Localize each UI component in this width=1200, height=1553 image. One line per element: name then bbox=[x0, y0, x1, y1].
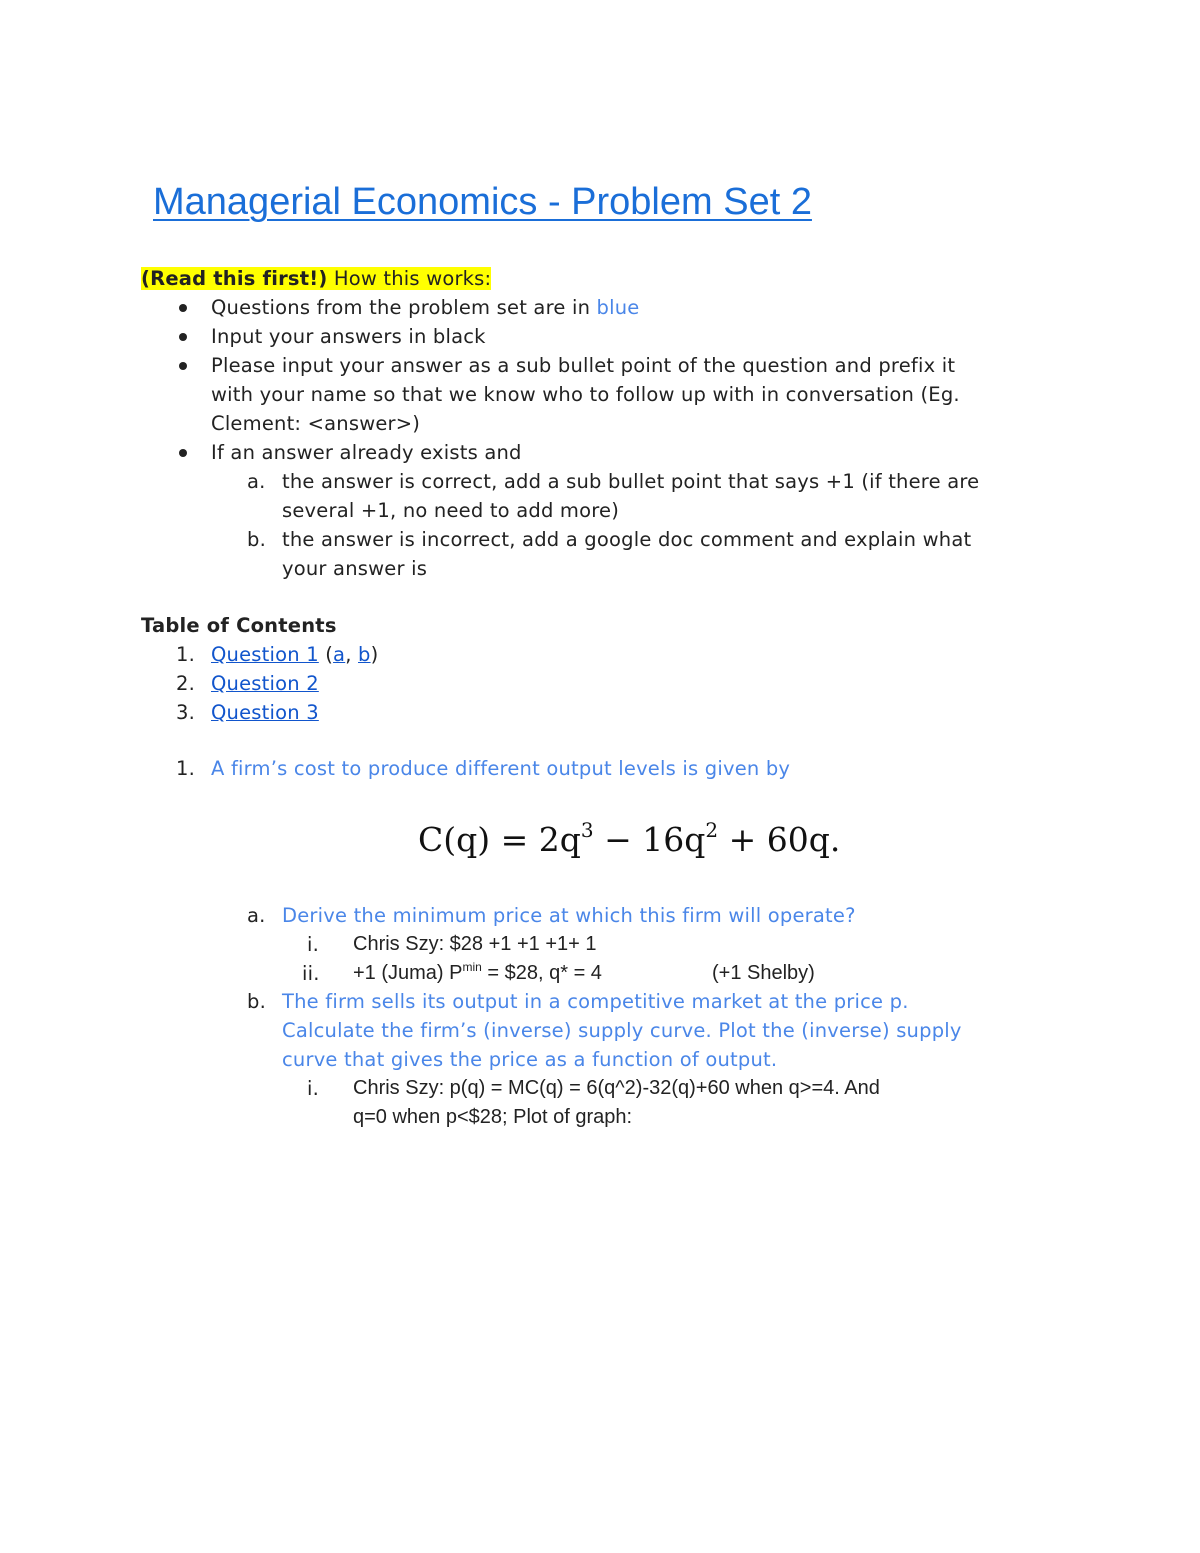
toc-link-question-1a[interactable]: a bbox=[333, 643, 346, 666]
sub-marker-b: b. bbox=[247, 528, 266, 551]
intro-heading bbox=[141, 264, 491, 293]
how-it-works-label: How this works: bbox=[327, 267, 492, 290]
toc-link-question-2[interactable]: Question 2 bbox=[211, 672, 319, 695]
toc-marker-3: 3. bbox=[176, 701, 196, 724]
document-title: Managerial Economics - Problem Set 2 bbox=[153, 181, 812, 223]
toc-link-question-1b[interactable]: b bbox=[358, 643, 371, 666]
toc-item-3 bbox=[211, 698, 319, 727]
formula-lhs: C(q) = 2q bbox=[418, 820, 581, 859]
toc-marker-2: 2. bbox=[176, 672, 196, 695]
question-1a-text: Derive the minimum price at which this firm will operate? bbox=[282, 904, 856, 927]
toc-link-question-3[interactable]: Question 3 bbox=[211, 701, 319, 724]
bullet-icon bbox=[179, 449, 187, 457]
bullet-1-text: Questions from the problem set are in bbox=[211, 296, 597, 319]
question-1b-line-3: curve that gives the price as a function of output. bbox=[282, 1048, 778, 1071]
toc-paren-open: ( bbox=[318, 643, 334, 666]
intro-bullet-1 bbox=[211, 293, 640, 322]
bullet-1-blue-word: blue bbox=[596, 296, 640, 319]
sub-b-line-1: the answer is incorrect, add a google doc comment and explain what bbox=[282, 528, 972, 551]
toc-paren-close: ) bbox=[370, 643, 379, 666]
sub-a-line-2: several +1, no need to add more) bbox=[282, 499, 620, 522]
answer-1b-i-marker: i. bbox=[307, 1077, 320, 1100]
formula-rhs: + 60q. bbox=[718, 820, 841, 859]
sub-marker-a: a. bbox=[247, 470, 266, 493]
answer-1b-i-line-2: q=0 when p<$28; Plot of graph: bbox=[353, 1106, 633, 1128]
toc-item-1 bbox=[211, 640, 378, 669]
answer-1a-ii-sup: min bbox=[462, 960, 482, 974]
question-1b-marker: b. bbox=[247, 990, 266, 1013]
answer-1a-ii bbox=[353, 959, 602, 988]
question-1-marker: 1. bbox=[176, 757, 196, 780]
toc-heading: Table of Contents bbox=[141, 614, 337, 637]
intro-bullet-2: Input your answers in black bbox=[211, 325, 486, 348]
intro-bullet-3-line-3: Clement: <answer>) bbox=[211, 412, 421, 435]
formula-exp-2: 2 bbox=[705, 818, 719, 842]
toc-link-question-1[interactable]: Question 1 bbox=[211, 643, 319, 666]
toc-item-2 bbox=[211, 669, 319, 698]
answer-1b-i-line-1: Chris Szy: p(q) = MC(q) = 6(q^2)-32(q)+60 when q>=4. And bbox=[353, 1077, 880, 1099]
intro-bullet-3-line-1: Please input your answer as a sub bullet point of the question and prefix it bbox=[211, 354, 956, 377]
toc-comma: , bbox=[345, 643, 359, 666]
sub-a-line-1: the answer is correct, add a sub bullet point that says +1 (if there are bbox=[282, 470, 980, 493]
formula-mid: − 16q bbox=[593, 820, 706, 859]
answer-1a-ii-post: = $28, q* = 4 bbox=[481, 962, 602, 984]
bullet-icon bbox=[179, 304, 187, 312]
answer-1a-ii-tail: (+1 Shelby) bbox=[712, 962, 815, 984]
answer-1a-i-marker: i. bbox=[307, 933, 320, 956]
bullet-icon bbox=[179, 333, 187, 341]
intro-bullet-4: If an answer already exists and bbox=[211, 441, 522, 464]
question-1b-line-1: The firm sells its output in a competitive market at the price p. bbox=[282, 990, 909, 1013]
intro-bullet-3-line-2: with your name so that we know who to follow up with in conversation (Eg. bbox=[211, 383, 960, 406]
sub-b-line-2: your answer is bbox=[282, 557, 428, 580]
answer-1a-i: Chris Szy: $28 +1 +1 +1+ 1 bbox=[353, 933, 597, 955]
bullet-icon bbox=[179, 362, 187, 370]
answer-1a-ii-marker: ii. bbox=[302, 962, 320, 985]
answer-1a-ii-pre: +1 (Juma) P bbox=[353, 962, 463, 984]
formula-exp-1: 3 bbox=[580, 818, 594, 842]
question-1a-marker: a. bbox=[247, 904, 266, 927]
question-1-text: A firm’s cost to produce different output levels is given by bbox=[211, 757, 791, 780]
cost-formula bbox=[418, 820, 840, 859]
toc-marker-1: 1. bbox=[176, 643, 196, 666]
question-1b-line-2: Calculate the firm’s (inverse) supply curve. Plot the (inverse) supply bbox=[282, 1019, 962, 1042]
read-first-label: (Read this first!) bbox=[141, 267, 328, 290]
